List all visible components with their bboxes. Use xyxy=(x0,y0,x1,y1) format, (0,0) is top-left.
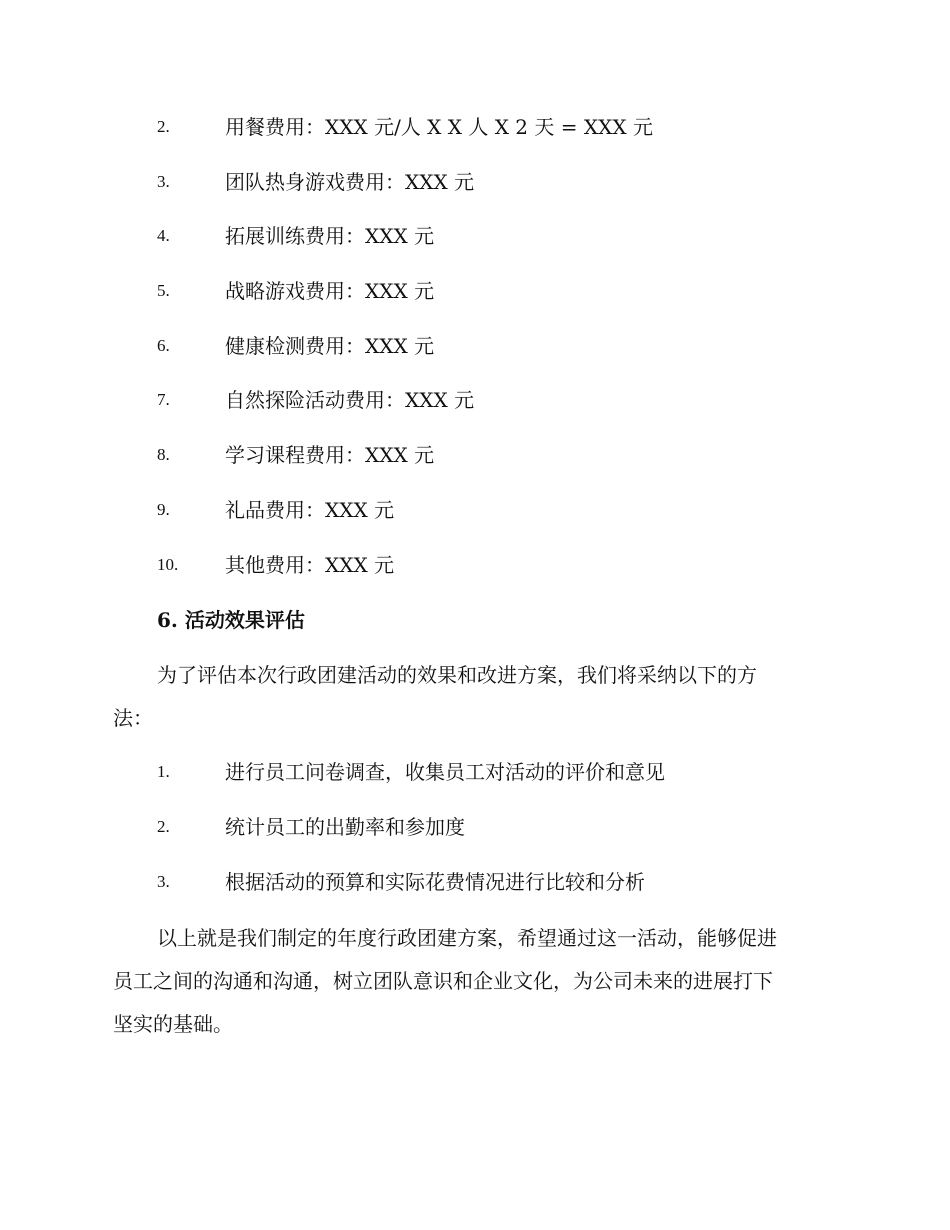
list-text: 学习课程费用：XXX 元 xyxy=(225,443,435,467)
list-number: 4. xyxy=(157,226,170,245)
list-text: 其他费用：XXX 元 xyxy=(225,553,395,577)
list-number: 6. xyxy=(157,336,170,355)
cost-item xyxy=(0,435,950,475)
list-number: 3. xyxy=(157,872,170,891)
section-intro-paragraph xyxy=(113,654,838,740)
cost-item xyxy=(0,216,950,256)
list-text: 用餐费用：XXX 元/人 X X 人 X 2 天 = XXX 元 xyxy=(225,115,653,139)
list-number: 2. xyxy=(157,817,170,836)
paragraph-line: 为了评估本次行政团建活动的效果和改进方案，我们将采纳以下的方 xyxy=(157,663,757,687)
paragraph-line: 员工之间的沟通和沟通，树立团队意识和企业文化，为公司未来的进展打下 xyxy=(113,969,773,993)
list-number: 1. xyxy=(157,762,170,781)
list-number: 10. xyxy=(157,555,179,574)
list-text: 统计员工的出勤率和参加度 xyxy=(225,815,465,839)
list-text: 根据活动的预算和实际花费情况进行比较和分析 xyxy=(225,870,645,894)
list-text: 拓展训练费用：XXX 元 xyxy=(225,224,435,248)
cost-item xyxy=(0,490,950,530)
cost-item xyxy=(0,107,950,147)
list-number: 7. xyxy=(157,390,170,409)
cost-item xyxy=(0,271,950,311)
list-number: 5. xyxy=(157,281,170,300)
paragraph-line: 以上就是我们制定的年度行政团建方案，希望通过这一活动，能够促进 xyxy=(157,926,777,950)
method-item xyxy=(0,752,950,792)
method-item xyxy=(0,807,950,847)
list-text: 进行员工问卷调查，收集员工对活动的评价和意见 xyxy=(225,760,665,784)
paragraph-line: 坚实的基础。 xyxy=(113,1012,233,1036)
list-text: 自然探险活动费用：XXX 元 xyxy=(225,388,475,412)
cost-item xyxy=(0,545,950,585)
cost-item xyxy=(0,162,950,202)
list-text: 礼品费用：XXX 元 xyxy=(225,498,395,522)
list-number: 3. xyxy=(157,172,170,191)
list-text: 健康检测费用：XXX 元 xyxy=(225,334,435,358)
conclusion-paragraph xyxy=(113,917,838,1046)
section-heading: 6. 活动效果评估 xyxy=(157,608,305,632)
list-number: 2. xyxy=(157,117,170,136)
cost-item xyxy=(0,380,950,420)
cost-item xyxy=(0,326,950,366)
list-number: 9. xyxy=(157,500,170,519)
method-item xyxy=(0,862,950,902)
paragraph-line: 法： xyxy=(113,706,153,730)
list-text: 战略游戏费用：XXX 元 xyxy=(225,279,435,303)
list-number: 8. xyxy=(157,445,170,464)
list-text: 团队热身游戏费用：XXX 元 xyxy=(225,170,475,194)
